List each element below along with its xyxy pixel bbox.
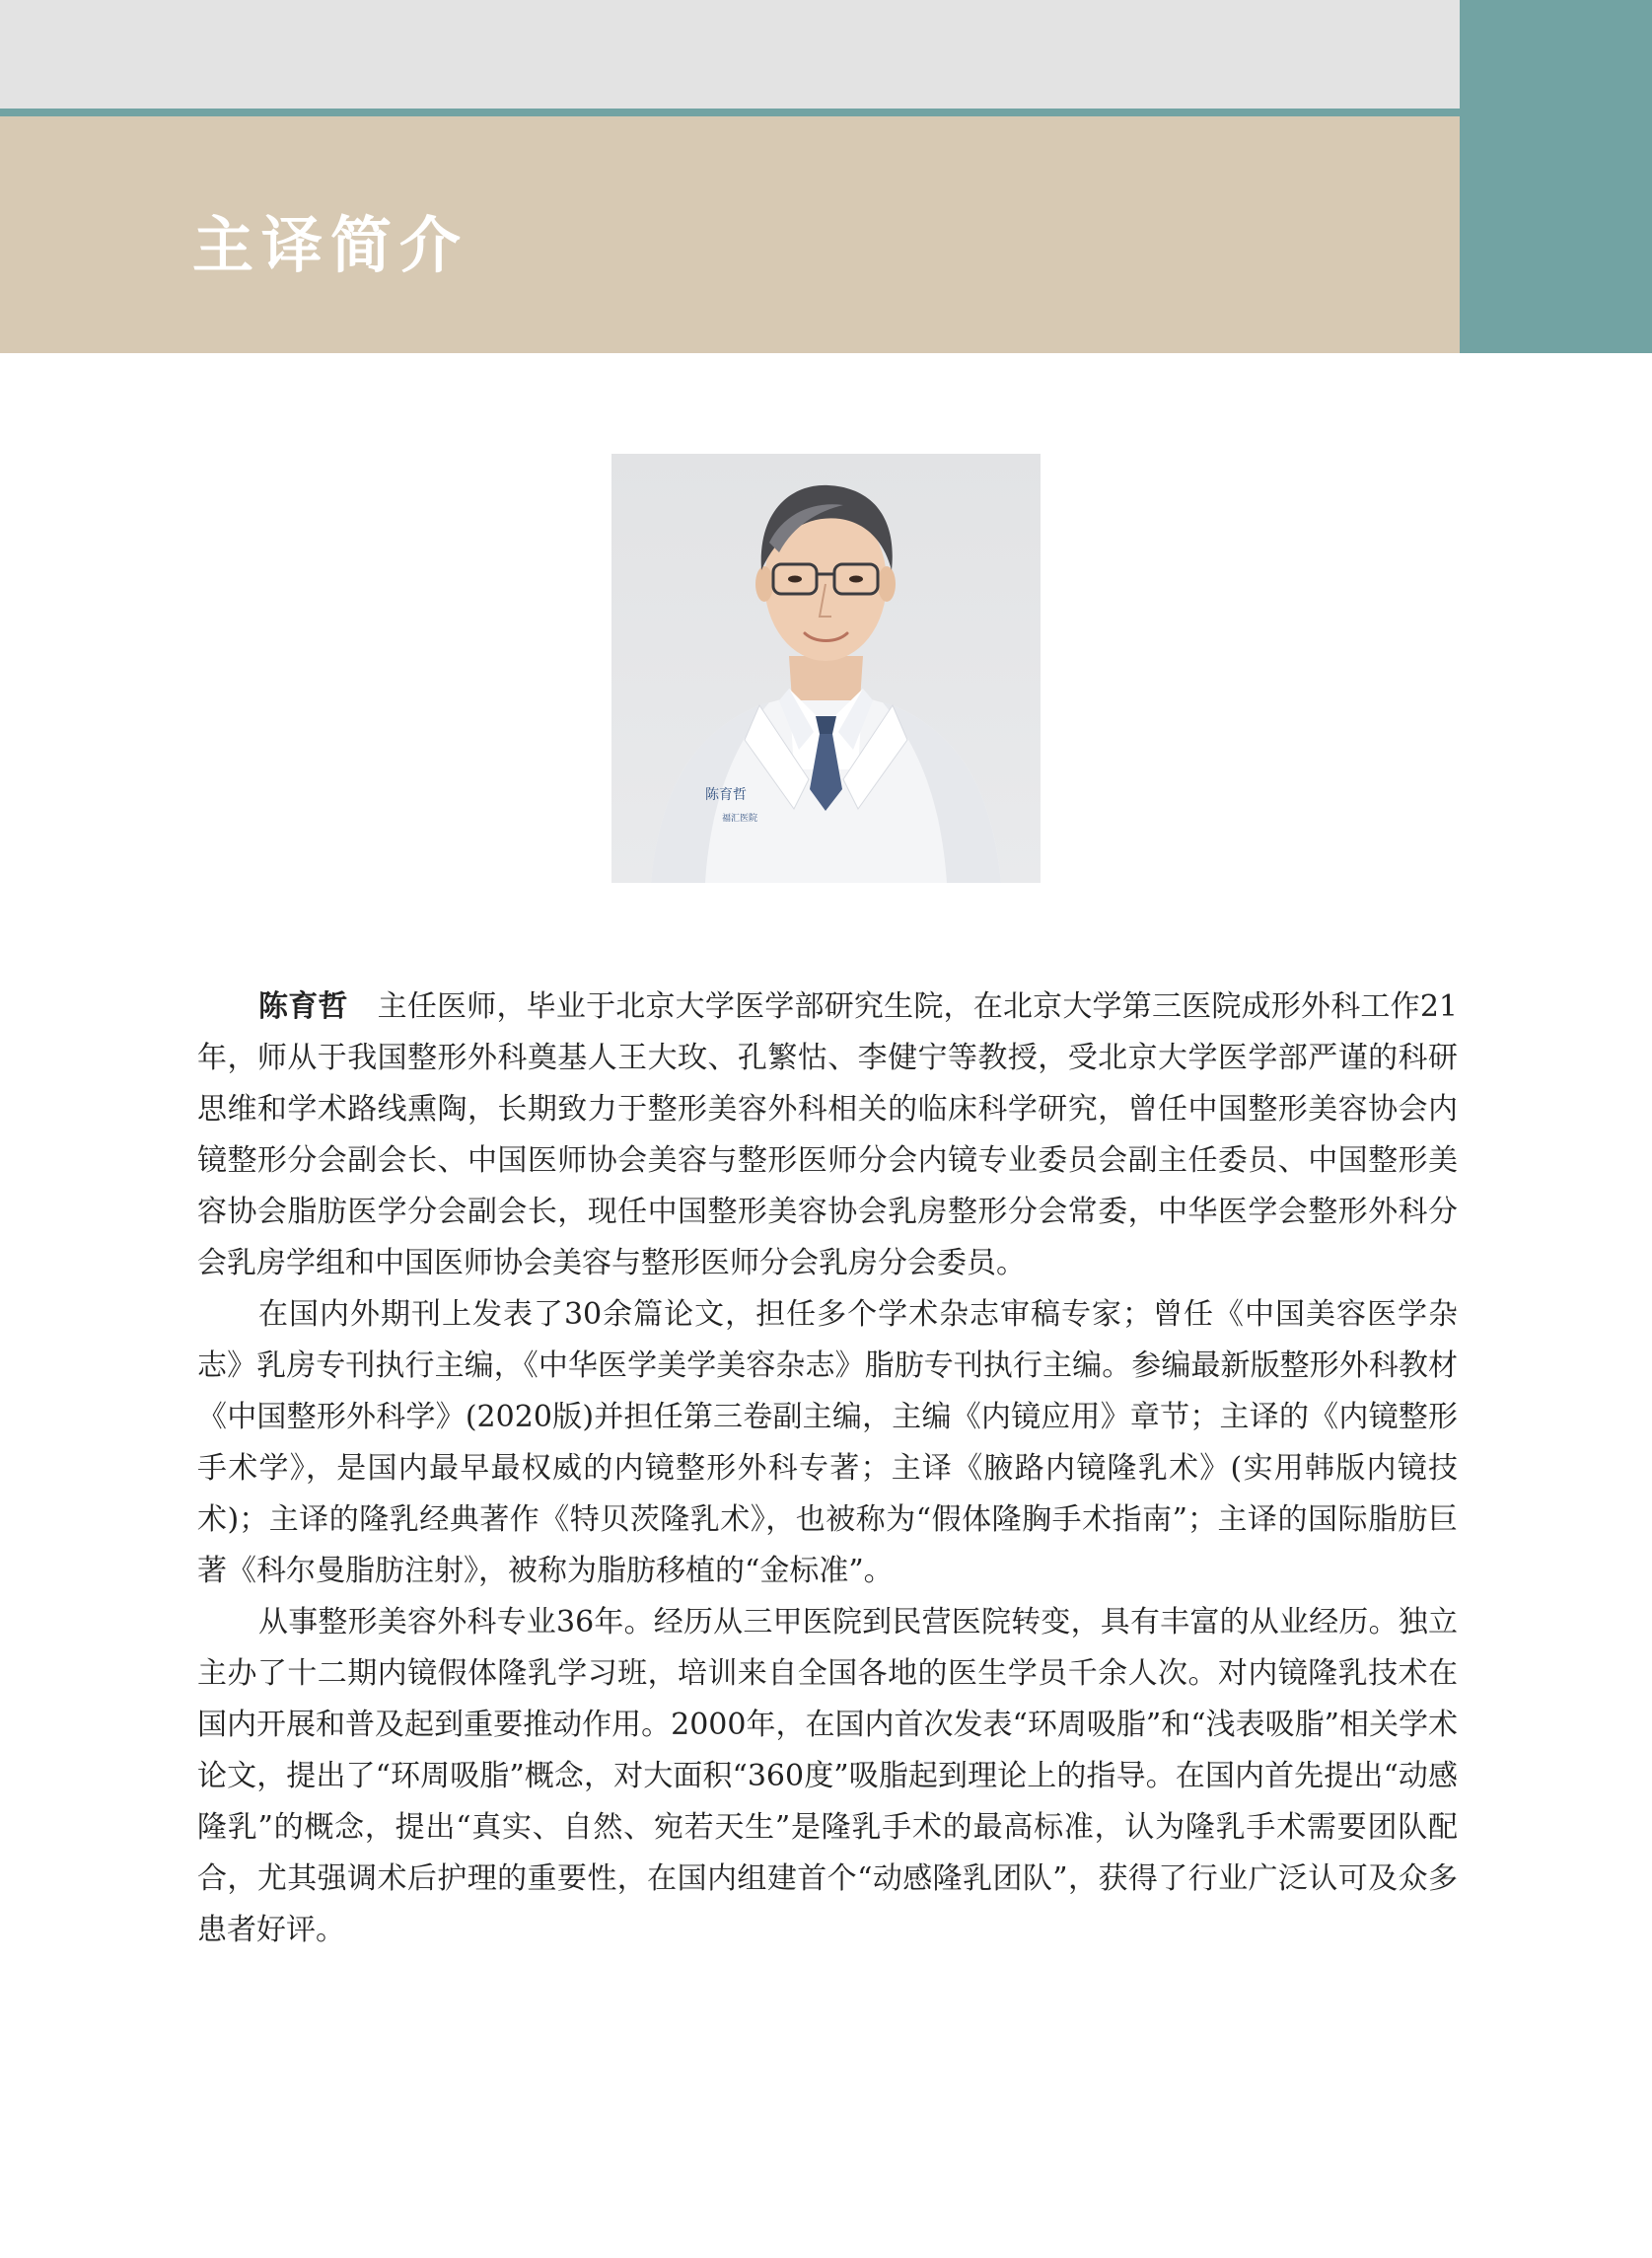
bio-paragraph-1-text: 主任医师，毕业于北京大学医学部研究生院，在北京大学第三医院成形外科工作21年，师从于我国整形外科奠基人王大玫、孔繁怙、李健宁等教授，受北京大学医学部严谨的科研思维和学术路线熏陶，长期致力于整形美容外科相关的临床科学研究，曾任中国整形美容协会内镜整形分会副会长、中国医师协会美容与整形医师分会内镜专业委员会副主任委员、中国整形美容协会脂肪医学分会副会长，现任中国整形美容协会乳房整形分会常委，中华医学会整形外科分会乳房学组和中国医师协会美容与整形医师分会乳房分会委员。 (197, 989, 1458, 1280)
bio-paragraph-2: 在国内外期刊上发表了30余篇论文，担任多个学术杂志审稿专家；曾任《中国美容医学杂志》乳房专刊执行主编，《中华医学美学美容杂志》脂肪专刊执行主编。参编最新版整形外科教材《中国整形外科学》(2020版)并担任第三卷副主编，主编《内镜应用》章节；主译的《内镜整形手术学》，是国内最早最权威的内镜整形外科专著；主译《腋路内镜隆乳术》(实用韩版内镜技术)；主译的隆乳经典著作《特贝茨隆乳术》，也被称为“假体隆胸手术指南”；主译的国际脂肪巨著《科尔曼脂肪注射》，被称为脂肪移植的“金标准”。 (197, 1297, 1458, 1588)
portrait-badge-sub: 福汇医院 (722, 814, 758, 824)
header-top-band (0, 0, 1460, 109)
portrait-photo (611, 454, 1041, 883)
header-divider-line (0, 109, 1460, 116)
portrait-badge-name: 陈育哲 (705, 787, 747, 803)
bio-section (197, 982, 1458, 1956)
bio-paragraph-1 (197, 982, 1458, 1289)
header-accent-block (1460, 0, 1652, 353)
bio-name: 陈育哲 (258, 989, 348, 1024)
page-title: 主译简介 (192, 209, 469, 281)
bio-paragraph-3: 从事整形美容外科专业36年。经历从三甲医院到民营医院转变，具有丰富的从业经历。独立主办了十二期内镜假体隆乳学习班，培训来自全国各地的医生学员千余人次。对内镜隆乳技术在国内开展和普及起到重要推动作用。2000年，在国内首次发表“环周吸脂”和“浅表吸脂”相关学术论文，提出了“环周吸脂”概念，对大面积“360度”吸脂起到理论上的指导。在国内首先提出“动感隆乳”的概念，提出“真实、自然、宛若天生”是隆乳手术的最高标准，认为隆乳手术需要团队配合，尤其强调术后护理的重要性，在国内组建首个“动感隆乳团队”，获得了行业广泛认可及众多患者好评。 (197, 1605, 1458, 1947)
